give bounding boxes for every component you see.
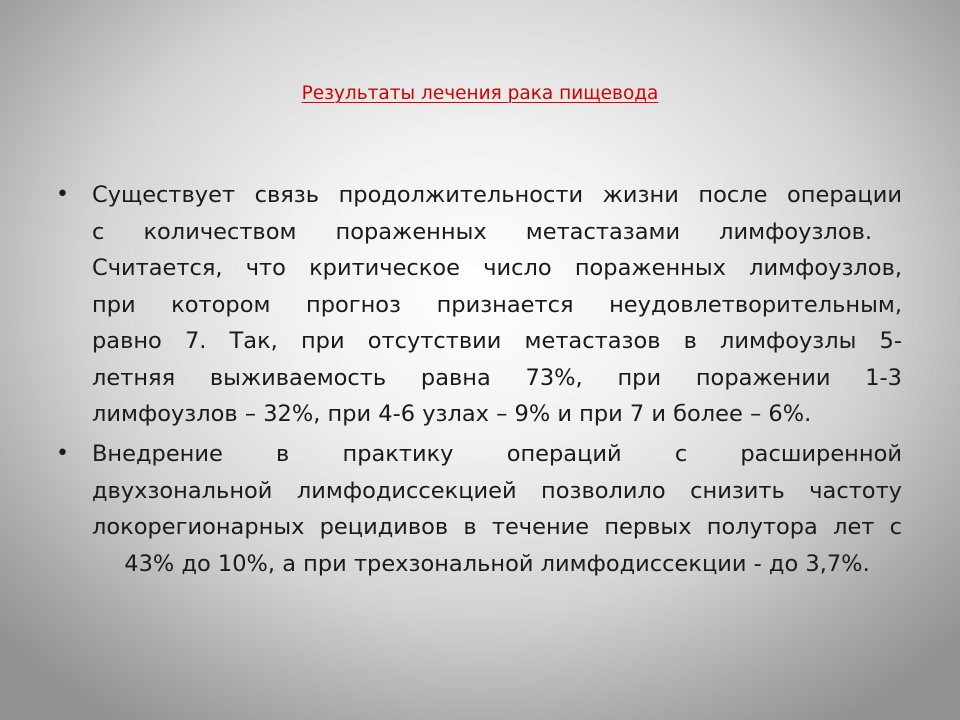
bullet-text-line: Существует связь продолжительности жизни после операции xyxy=(92,182,902,208)
bullet-text-line: 43% до 10%, а при трехзональной лимфодиссекции - до 3,7%. xyxy=(124,550,870,577)
bullet-text-line: Внедрение в практику операций с расширенной xyxy=(92,441,902,467)
bullet-text xyxy=(92,436,902,582)
bullet-text-line: летняя выживаемость равна 73%, при поражении 1-3 xyxy=(92,364,902,391)
bullet-text-line: двухзональной лимфодиссекцией позволило снизить частоту xyxy=(92,477,902,504)
bullet-text-line: равно 7. Так, при отсутствии метастазов в лимфоузлы 5- xyxy=(92,328,902,354)
bullet-marker: • xyxy=(56,182,69,207)
bullet-marker: • xyxy=(56,441,69,466)
bullet-text-line: с количеством пораженных метастазами лимфоузлов. xyxy=(92,218,872,245)
bullet-text xyxy=(92,177,902,433)
bullet-text-line: лимфоузлов – 32%, при 4-6 узлах – 9% и при 7 и более – 6%. xyxy=(92,401,812,427)
slide-title: Результаты лечения рака пищевода xyxy=(301,83,659,104)
bullet-text-line: локорегионарных рецидивов в течение первых полутора лет с xyxy=(92,514,902,540)
bullet-text-line: при котором прогноз признается неудовлетворительным, xyxy=(92,291,902,318)
bullet-text-line: Считается, что критическое число пораженных лимфоузлов, xyxy=(92,255,902,281)
